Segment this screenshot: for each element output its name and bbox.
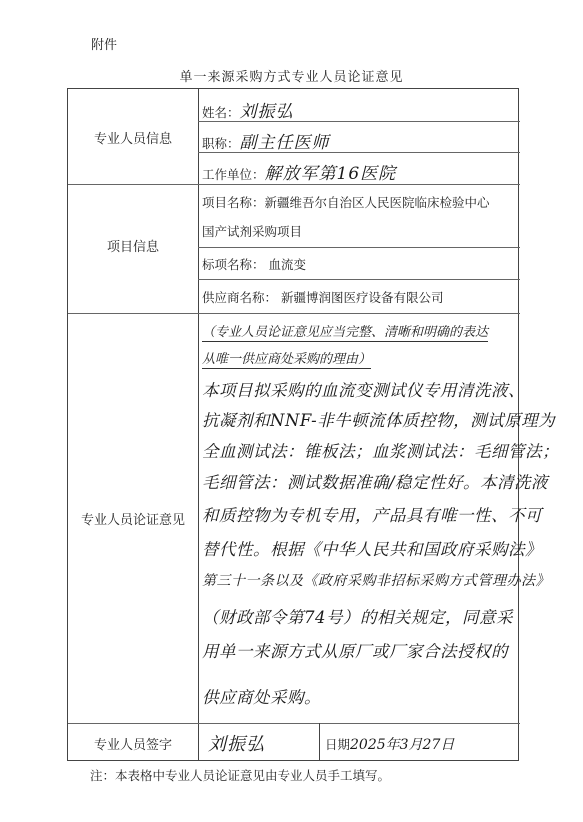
opinion-label: 专业人员论证意见: [80, 513, 185, 528]
handwritten-line: 第三十一条以及《政府采购非招标采购方式管理办法》: [202, 573, 550, 589]
title-value: 副主任医师: [239, 133, 330, 153]
row-divider: [68, 313, 520, 314]
employer-value: 解放军第16医院: [264, 164, 397, 184]
signature-value: 刘振弘: [208, 734, 265, 755]
handwritten-line: （财政部令第74号）的相关规定，同意采: [202, 608, 513, 627]
project-name-line1: 项目名称：新疆维吾尔自治区人民医院临床检验中心: [202, 195, 490, 210]
supplier-name: 供应商名称： 新疆博润图医疗设备有限公司: [202, 290, 444, 305]
row-divider: [198, 279, 520, 280]
column-divider: [198, 89, 199, 761]
row-divider: [198, 247, 520, 248]
opinion-instruction-line1: （专业人员论证意见应当完整、清晰和明确的表达: [202, 325, 489, 340]
employer-row: [202, 159, 396, 184]
date-row: [325, 734, 454, 754]
project-info-label: 项目信息: [106, 240, 159, 255]
expert-info-label: 专业人员信息: [93, 132, 172, 147]
handwritten-line: 毛细管法：测试数据准确/稳定性好。本清洗液: [202, 473, 549, 492]
handwritten-line: 用单一来源方式从原厂或厂家合法授权的: [202, 642, 508, 661]
handwritten-line: 和质控物为专机专用，产品具有唯一性、不可: [202, 506, 542, 525]
lot-name: 标项名称： 血流变: [202, 257, 306, 272]
name-label: 姓名：: [202, 105, 240, 120]
row-divider: [68, 723, 520, 724]
title-label: 职称：: [202, 136, 240, 151]
handwritten-line: 供应商处采购。: [202, 688, 321, 707]
opinion-instruction-line2: 从唯一供应商处采购的理由）: [202, 352, 372, 367]
name-value: 刘振弘: [239, 102, 294, 122]
row-divider: [68, 184, 520, 185]
date-label: 日期: [325, 737, 351, 752]
handwritten-line: 抗凝剂和NNF-非牛顿流体质控物，测试原理为: [202, 411, 556, 430]
title-row: [202, 128, 330, 153]
page-title: 单一来源采购方式专业人员论证意见: [179, 70, 404, 85]
signature-label: 专业人员签字: [93, 738, 172, 753]
attachment-label: 附件: [91, 38, 118, 53]
employer-label: 工作单位：: [202, 167, 265, 182]
handwritten-line: 全血测试法：锥板法；血浆测试法：毛细管法；: [202, 442, 559, 461]
opinion-form: [67, 88, 559, 761]
handwritten-line: 本项目拟采购的血流变测试仪专用清洗液、: [202, 381, 525, 400]
footnote: 注：本表格中专业人员论证意见由专业人员手工填写。: [90, 768, 391, 783]
name-row: [202, 97, 294, 122]
project-name-line2: 国产试剂采购项目: [202, 224, 303, 239]
handwritten-line: 替代性。根据《中华人民共和国政府采购法》: [202, 540, 542, 559]
date-value: 2025年3月27日: [350, 737, 455, 753]
date-divider: [319, 723, 320, 761]
